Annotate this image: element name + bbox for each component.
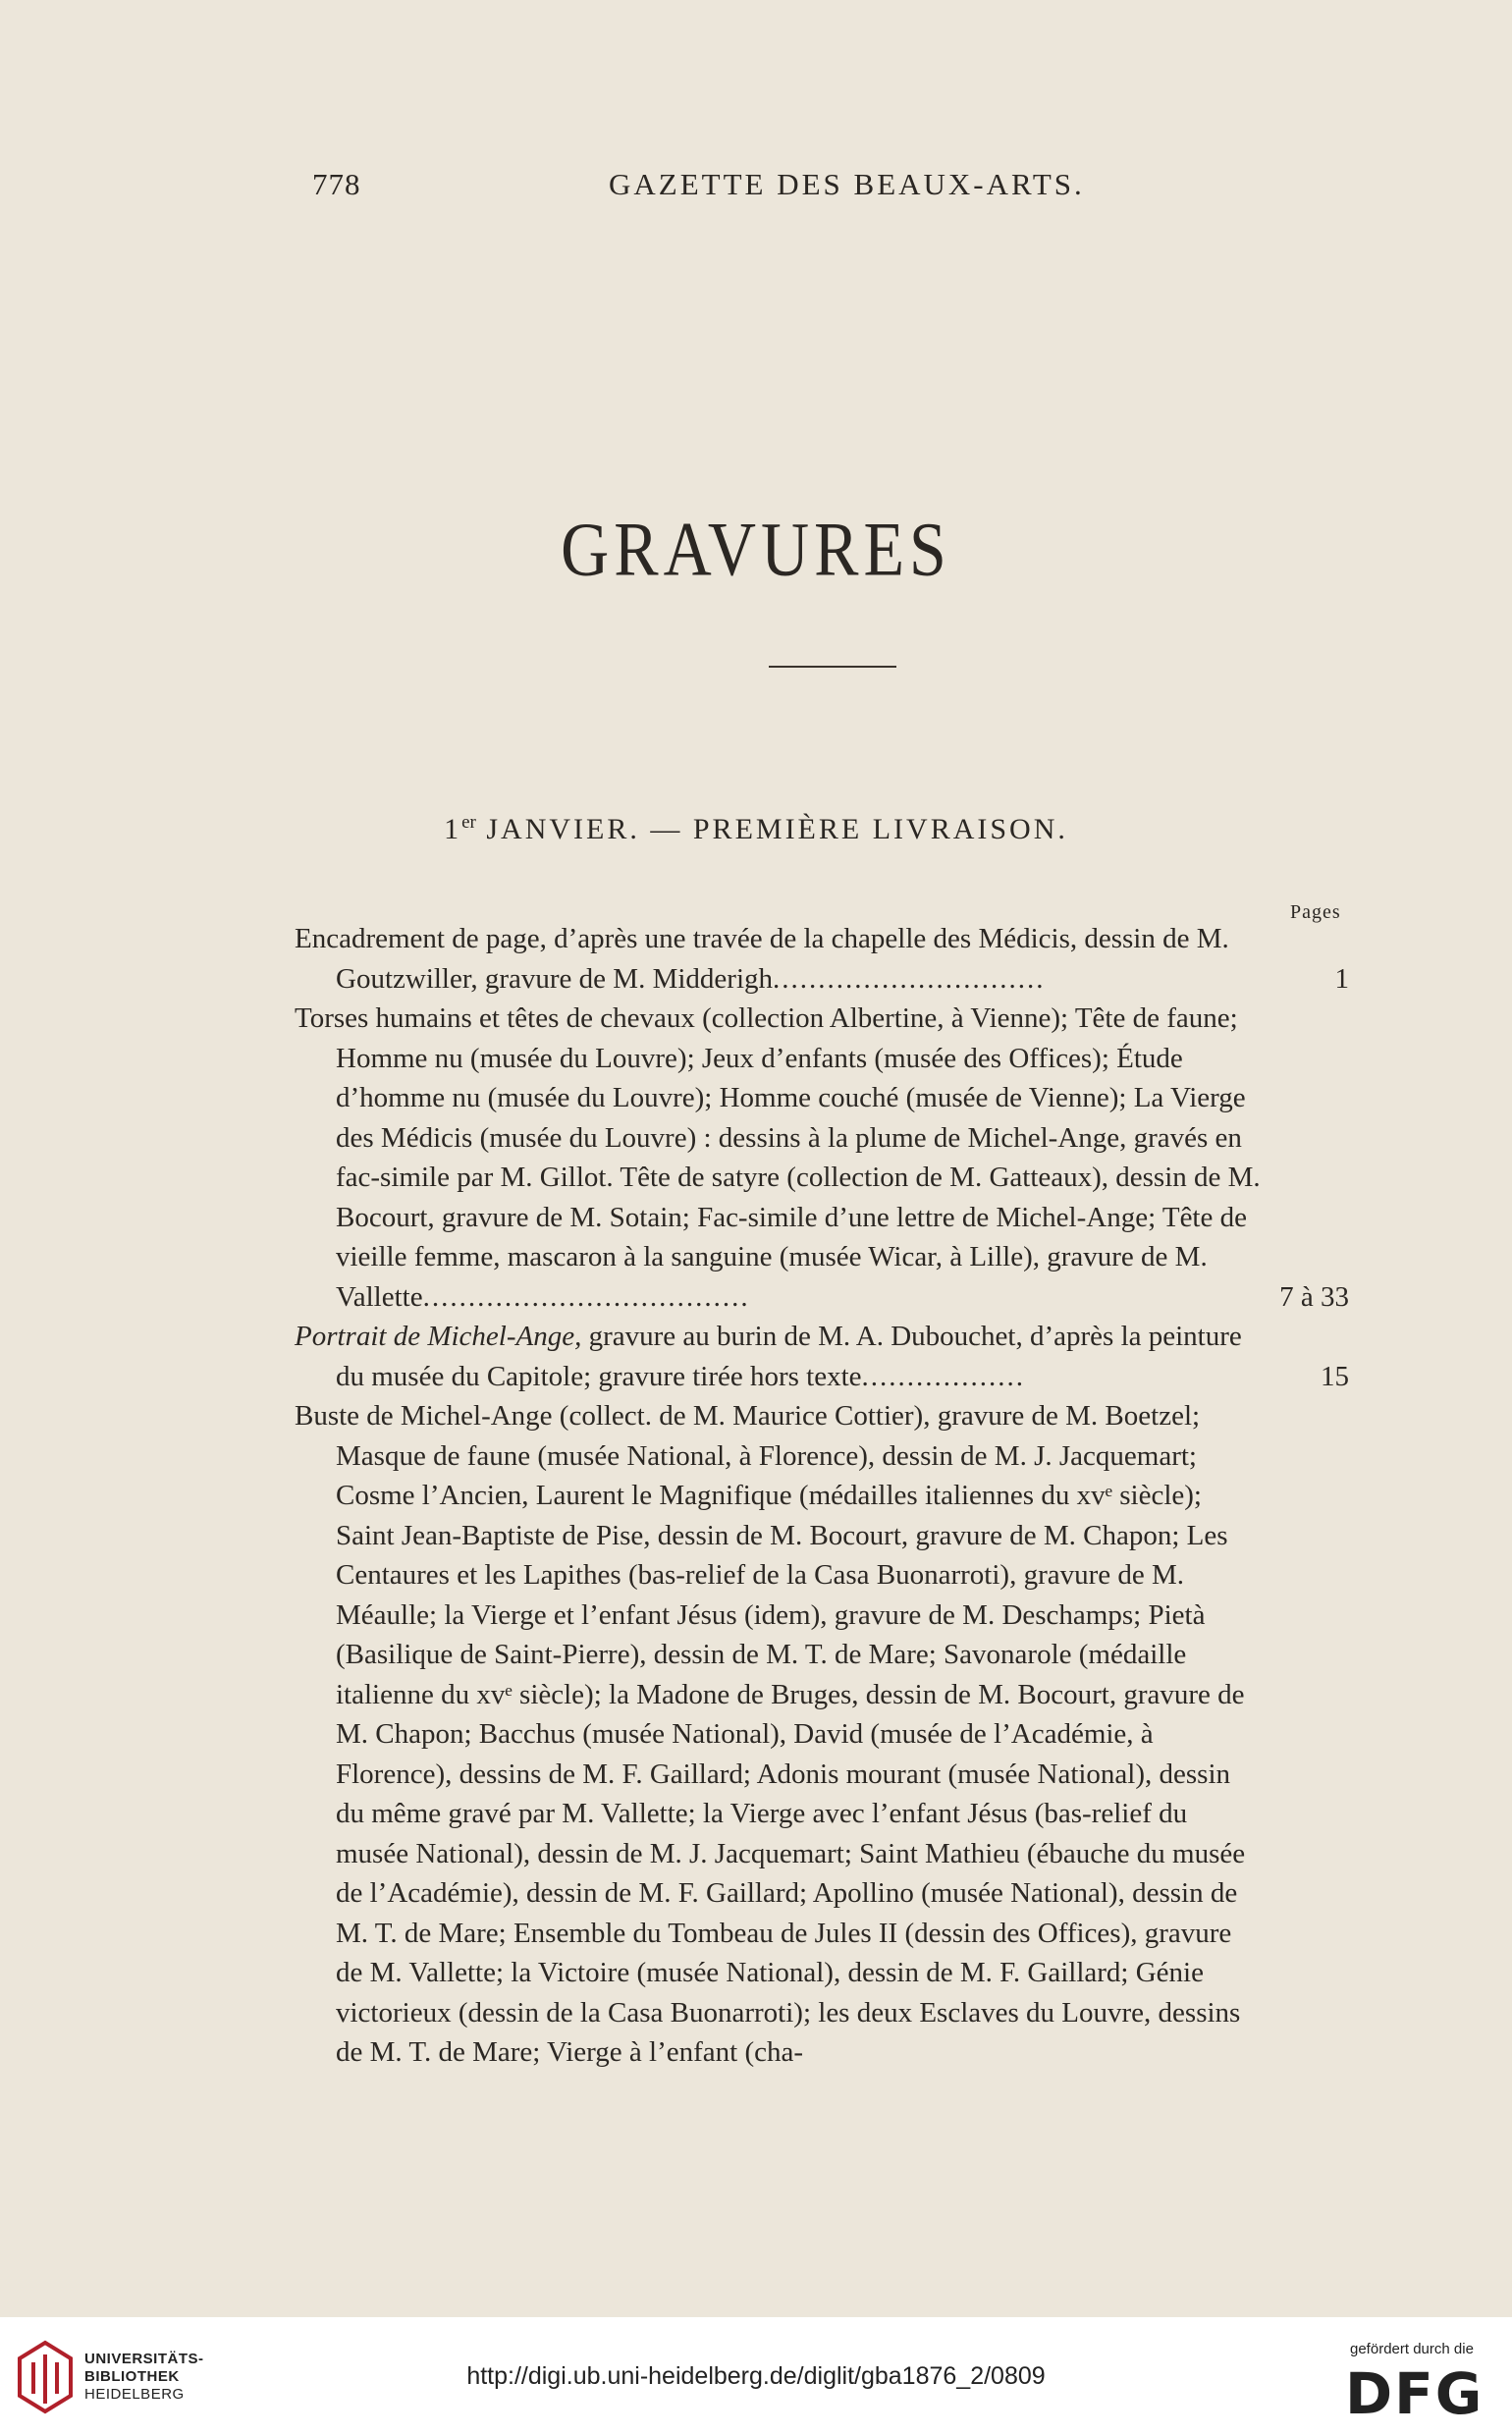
list-item	[295, 919, 1349, 999]
entry-page: 7 à 33	[1279, 1280, 1349, 1313]
issue-heading	[0, 812, 1512, 846]
list-item	[295, 1317, 1349, 1396]
entry-text: Torses humains et têtes de chevaux (collection Albertine, à Vienne); Tête de faune; Homme nu (musée du Louvre); Jeux d’enfants (musée des Offices); Étude d’homme nu (musée du Louvre); Homme couché (musée de Vienne); La Vierge des Médicis (musée du Louvre) : dessins à la plume de Michel-Ange, gravés en fac-simile par M. Gillot. Tête de satyre (collection de M. Gatteaux), dessin de M. Bocourt, gravure de M. Sotain; Fac-simile d’une lettre de Michel-Ange; Tête de vieille femme, mascaron à la sanguine (musée Wicar, à Lille), gravure de M. Vallette	[295, 1002, 1261, 1313]
engravings-list	[295, 919, 1349, 2073]
entry-text: Buste de Michel-Ange (collect. de M. Maurice Cottier), gravure de M. Boetzel; Masque de faune (musée National, à Florence), dessin de M. J. Jacquemart; Cosme l’Ancien, Laurent le Magnifique (médailles italiennes du xvᵉ siècle); Saint Jean-Baptiste de Pise, dessin de M. Bocourt, gravure de M. Chapon; Les Centaures et les Lapithes (bas-relief de la Casa Buonarroti), gravure de M. Méaulle; la Vierge et l’enfant Jésus (idem), gravure de M. Deschamps; Pietà (Basilique de Saint-Pierre), dessin de M. T. de Mare; Savonarole (médaille italienne du xvᵉ siècle); la Madone de Bruges, dessin de M. Bocourt, gravure de M. Chapon; Bacchus (musée National), David (musée de l’Académie, à Florence), dessins de M. F. Gaillard; Adonis mourant (musée National), dessin du même gravé par M. Vallette; la Vierge avec l’enfant Jésus (bas-relief du musée National), dessin de M. J. Jacquemart; Saint Mathieu (ébauche du musée de l’Académie), dessin de M. F. Gaillard; Apollino (musée National), dessin de M. T. de Mare; Ensemble du Tombeau de Jules II (dessin des Offices), gravure de M. Vallette; la Victoire (musée National), dessin de M. F. Gaillard; Génie victorieux (dessin de la Casa Buonarroti); les deux Esclaves du Louvre, dessins de M. T. de Mare; Vierge à l’enfant (cha-	[295, 1400, 1246, 2068]
list-item	[295, 1396, 1349, 2073]
digitization-footer	[0, 2317, 1512, 2435]
leader-dots: ..............................	[773, 962, 1046, 995]
issue-ordinal: 1	[444, 813, 462, 845]
title-rule	[769, 666, 896, 668]
entry-text: gravure au burin de M. A. Dubouchet, d’après la peinture du musée du Capitole; gravure tirée hors texte	[336, 1321, 1242, 1392]
page-number: 778	[312, 167, 361, 201]
permalink-url[interactable]: http://digi.ub.uni-heidelberg.de/diglit/gba1876_2/0809	[466, 2362, 1046, 2390]
dfg-logo: DFG	[1345, 2360, 1485, 2427]
issue-ordinal-suffix: er	[461, 812, 476, 833]
entry-italic-title: Portrait de Michel-Ange,	[295, 1321, 582, 1352]
leader-dots: ....................................	[422, 1280, 750, 1313]
section-title: GRAVURES	[561, 506, 951, 592]
library-name-line1: UNIVERSITÄTS-	[84, 2351, 204, 2367]
pages-column-label: Pages	[1290, 901, 1341, 923]
library-name-line2: BIBLIOTHEK	[84, 2368, 180, 2385]
entry-page: 1	[1334, 962, 1349, 995]
entry-page: 15	[1321, 1360, 1349, 1392]
funded-by-label: gefördert durch die	[1350, 2341, 1474, 2357]
entry-text: Encadrement de page, d’après une travée de la chapelle des Médicis, dessin de M. Goutzwiller, gravure de M. Midderigh	[295, 923, 1229, 995]
leader-dots: ..................	[861, 1360, 1026, 1392]
issue-heading-text: JANVIER. — PREMIÈRE LIVRAISON.	[475, 813, 1068, 845]
journal-title: GAZETTE DES BEAUX-ARTS.	[609, 167, 1085, 201]
library-name-line3: HEIDELBERG	[84, 2386, 185, 2403]
list-item	[295, 999, 1349, 1317]
